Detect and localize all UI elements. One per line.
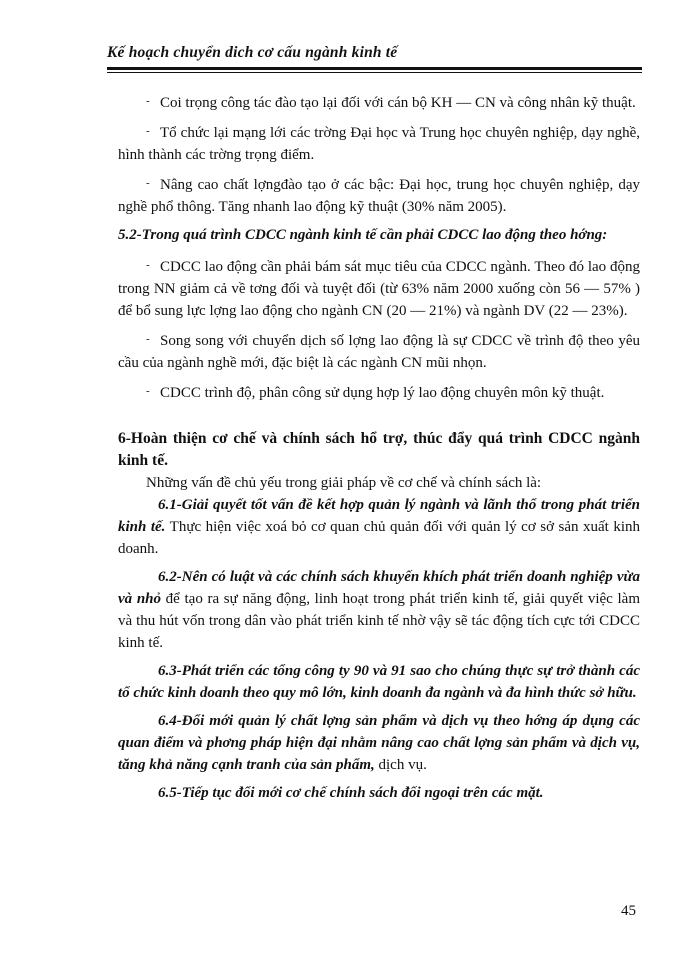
bullet-paragraph: - Nâng cao chất lợngđào tạo ở các bậc: Đại học, trung học chuyên nghiệp, dạy nghề phổ thông. Tăng nhanh lao động kỹ thuật (30% năm 2005). [118,172,640,218]
bullet-paragraph: - Tổ chức lại mạng lới các trờng Đại học và Trung học chuyên nghiệp, dạy nghề, hình thành các trờng trọng điểm. [118,120,640,166]
item-6-3: 6.3-Phát triển các tổng công ty 90 và 91 sao cho chúng thực sự trở thành các tổ chức kinh doanh theo quy mô lớn, kinh doanh đa ngành và đa hình thức sở hữu. [118,663,640,701]
dash-bullet-icon: - [146,177,150,189]
bullet-paragraph: - Song song với chuyển dịch số lợng lao động là sự CDCC về trình độ theo yêu cầu của ngành nghề mới, đặc biệt là các ngành CN mũi nhọn. [118,328,640,374]
running-header: Kế hoạch chuyển dich cơ cấu ngành kinh tế [107,44,398,61]
bullet-paragraph: - CDCC lao động cần phải bám sát mục tiêu của CDCC ngành. Theo đó lao động trong NN giảm cả về tơng đối và tuyệt đối (từ 63% năm 2000 xuống còn 56 — 57% ) để bổ sung lực lợng lao động cho ngành CN (20 — 21%) và ngành DV (22 — 23%). [118,254,640,322]
dash-bullet-icon: - [146,125,150,137]
page-number: 45 [621,903,636,919]
item-6-4: 6.4-Đổi mới quản lý chất lợng sản phẩm và dịch vụ theo hớng áp dụng các quan điểm và phơng pháp hiện đại nhằm nâng cao chất lợng sản phẩm và dịch vụ, tăng khả năng cạnh tranh của sản phẩm, dịch vụ. [118,713,640,773]
item-6-5: 6.5-Tiếp tục đổi mới cơ chế chính sách đối ngoại trên các mặt. [158,785,544,801]
item-6-2: 6.2-Nên có luật và các chính sách khuyến khích phát triển doanh nghiệp vừa và nhỏ để tạo ra sự năng động, linh hoạt trong phát triển kinh tế, giải quyết việc làm và thu hút vốn trong dân vào phát triển kinh tế nhờ vậy sẽ tác động tích cực tới CDCC kinh tế. [118,569,641,651]
subsection-heading-5-2: 5.2-Trong quá trình CDCC ngành kinh tế cần phải CDCC lao động theo hớng: [118,227,608,243]
section-heading-6: 6-Hoàn thiện cơ chế và chính sách hổ trợ, thúc đẩy quá trình CDCC ngành kinh tế. [118,430,640,469]
bullet-paragraph: - Coi trọng công tác đào tạo lại đối với cán bộ KH — CN và công nhân kỹ thuật. [118,90,640,114]
dash-bullet-icon: - [146,259,150,271]
bullet-paragraph: - CDCC trình độ, phân công sử dụng hợp lý lao động chuyên môn kỹ thuật. [118,380,640,404]
header-rule-thick [107,67,642,70]
dash-bullet-icon: - [146,385,150,397]
header-rule-thin [107,72,642,73]
item-6-1: 6.1-Giải quyết tốt vấn đề kết hợp quản lý ngành và lãnh thổ trong phát triển kinh tế. Thực hiện việc xoá bỏ cơ quan chủ quản đối với quản lý cơ sở sản xuất kinh doanh. [118,497,640,557]
dash-bullet-icon: - [146,333,150,345]
intro-paragraph: Những vấn đề chủ yếu trong giải pháp về cơ chế và chính sách là: [146,475,542,491]
dash-bullet-icon: - [146,95,150,107]
page-content [118,90,640,804]
